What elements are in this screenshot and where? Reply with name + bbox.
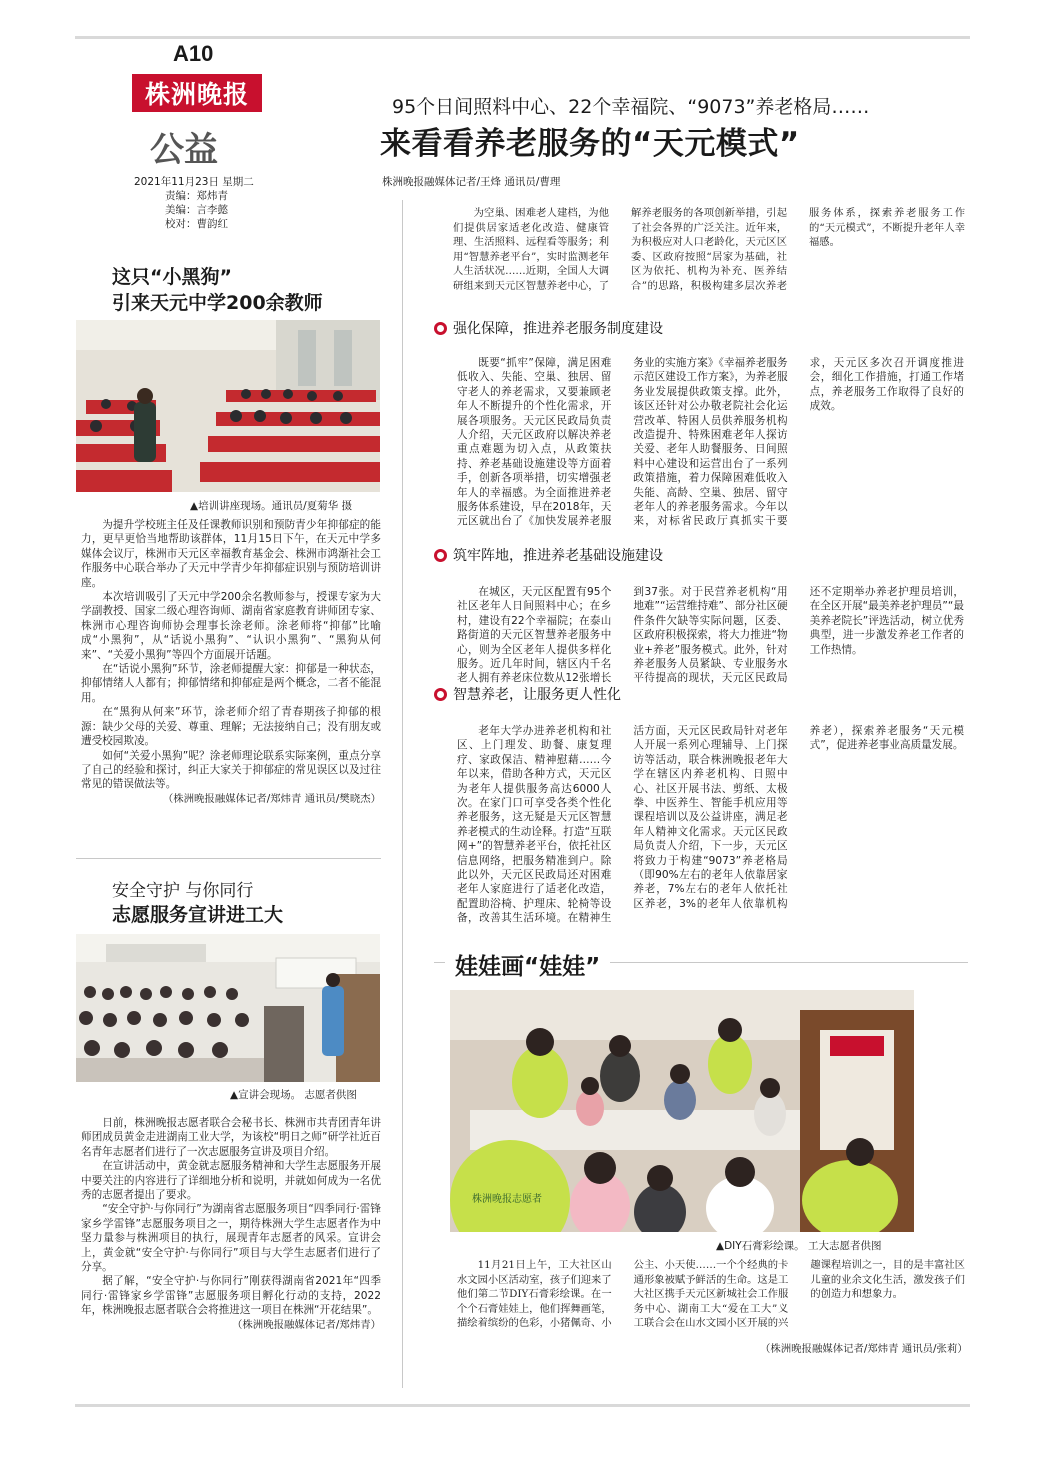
story1-credit: （株洲晚报融媒体记者/郑炜青 通讯员/樊晓杰） <box>162 792 381 805</box>
lead-byline: 株洲晚报融媒体记者/王烽 通讯员/曹理 <box>382 176 561 188</box>
story3-text: 11月21日上午，工大社区山水文园小区活动室，孩子们迎来了他们第二节DIY石膏彩绘课。在一个个石膏娃娃上，他们挥舞画笔，描绘着缤纷的色彩，小猪佩奇、小公主、小天使……一个个经典的卡通形象被赋予鲜活的生命。这是工大社区携手天元区新城社会工作服务中心、湖南工大“爱在工大”义工联合会在山水文园小区开展的兴趣课程培训之一，目的是丰富社区儿童的业余文化生活，激发孩子们的创造力和想象力。 <box>457 1259 965 1330</box>
top-rule <box>75 36 970 39</box>
lead-kicker: 95个日间照料中心、22个幸福院、“9073”养老格局…… <box>392 96 870 118</box>
story3-photo <box>450 990 914 1232</box>
lead-section-3-body <box>457 724 964 936</box>
painting-class-photo <box>450 990 914 1232</box>
lead-section-2-body <box>457 585 964 689</box>
bullet-circle-icon <box>434 688 447 701</box>
story1-headline-2: 引来天元中学200余教师 <box>112 292 323 314</box>
story1-paragraph: 为提升学校班主任及任课教师识别和预防青少年抑郁症的能力，更早更恰当地帮助该群体，11月15日下午，在天元中学多媒体会议厅，株洲市天元区幸福教育基金会、株洲市鸿渐社会工作服务中心联合举办了天元中学青少年抑郁症识别与预防培训讲座。 <box>81 519 381 589</box>
story1-paragraph: 在“黑狗从何来”环节，涂老师介绍了青春期孩子抑郁的根源：缺少父母的关爱、尊重、理解；无法接纳自己；没有朋友或遭受校园欺凌。 <box>81 706 381 748</box>
story1-headline-1: 这只“小黑狗” <box>112 266 232 288</box>
story2-caption: ▲宣讲会现场。 志愿者供图 <box>230 1089 357 1101</box>
story3-caption: ▲DIY石膏彩绘课。 工大志愿者供图 <box>716 1240 882 1252</box>
story2-paragraph: 据了解，“安全守护·与你同行”刚获得湖南省2021年“四季同行·雷锋家乡学雷锋”志愿服务项目孵化行动的支持，2022年，株洲晚报志愿者联合会将推进这一项目在株洲“开花结果”。 <box>81 1275 381 1317</box>
story3-headline: 娃娃画“娃娃” <box>445 948 610 981</box>
story2-paragraph: “安全守护·与你同行”为湖南省志愿服务项目“四季同行·雷锋家乡学雷锋”志愿服务项目之一，期待株洲大学生志愿者作为中坚力量参与株洲项目的执行，展现青年志愿者的风采。宣讲会上，黄金就“安全守护·与你同行”项目与大学生志愿者们进行了分享。 <box>81 1203 381 1274</box>
masthead-logo <box>132 74 262 112</box>
story2-photo <box>76 934 380 1082</box>
story1-paragraph: 在“话说小黑狗”环节，涂老师提醒大家：抑郁是一种状态，抑郁情绪人人都有；抑郁情绪和抑郁症是两个概念，二者不能混用。 <box>81 663 381 704</box>
staff-proofreader: 校对：曹韵红 <box>165 218 228 230</box>
story2-paragraph: 日前，株洲晚报志愿者联合会秘书长、株洲市共青团青年讲师团成员黄金走进湖南工业大学，为该校“明日之师”研学社近百名青年志愿者们进行了一次志愿服务宣讲及项目介绍。 <box>81 1117 381 1158</box>
staff-designer: 美编：言李懿 <box>165 204 228 216</box>
lead-section-2-title: 筑牢阵地，推进养老基础设施建设 <box>453 548 663 564</box>
story2-paragraph: 在宣讲活动中，黄金就志愿服务精神和大学生志愿服务开展中要关注的内容进行了详细地分析和说明，并就如何成为一名优秀的志愿者提出了要求。 <box>81 1160 381 1202</box>
lead-section-2-text: 在城区，天元区配置有95个社区老年人日间照料中心；在乡村，建设有22个幸福院；在泰山路街道的天元区智慧养老服务中心，则为全区老年人提供多样化服务。近几年时间，辖区内千名老人拥有养老床位数从12张增长到37张。对于民营养老机构“用地难”“运营维持难”、部分社区硬件条件欠缺等实际问题，区委、区政府积极探索，将大力推进“物业+养老”服务模式。此外，针对养老服务人员紧缺、专业服务水平待提高的现状，天元区民政局还不定期举办养老护理员培训，在全区开展“最美养老护理员”“最美养老院长”评选活动，树立优秀典型，进一步激发养老工作者的工作热情。 <box>457 586 964 685</box>
story1-caption: ▲培训讲座现场。通讯员/夏菊华 摄 <box>190 500 352 512</box>
vest-text: 株洲晚报志愿者 <box>472 1194 542 1205</box>
story1-body <box>81 518 381 806</box>
story2-credit: （株洲晚报融媒体记者/郑炜青） <box>232 1318 381 1331</box>
issue-date: 2021年11月23日 星期二 <box>134 176 254 188</box>
story3-body <box>457 1258 965 1336</box>
lecture-hall-photo <box>76 934 380 1082</box>
lead-section-1-text: 既要“抓牢”保障，满足困难低收入、失能、空巢、独居、留守老人的养老需求，又要兼顾老年人不断提升的个性化需求，开展各项服务。天元区民政局负责人介绍，天元区政府以解决养老重点难题为切入点，从政策扶持、养老基础设施建设等方面着手，创新各项举措，切实增强老年人的幸福感。为全面推进养老服务体系建设，早在2018年，天元区就出台了《加快发展养老服务业的实施方案》《幸福养老服务示范区建设工作方案》，为养老服务业发展提供政策支撑。此外，该区还针对公办敬老院社会化运营改革、特困人员供养服务机构改造提升、特殊困难老年人探访关爱、老年人助餐服务、日间照料中心建设和运营出台了一系列政策措施，着力保障困难低收入失能、高龄、空巢、独居、留守老年人的养老服务需求。今年以来，对标省民政厅真抓实干要求，天元区多次召开调度推进会，细化工作措施，打通工作堵点，养老服务工作取得了良好的成效。 <box>457 357 964 528</box>
lead-section-3-heading <box>434 684 621 704</box>
story2-body <box>81 1116 381 1332</box>
lead-section-1-title: 强化保障，推进养老服务制度建设 <box>453 321 663 337</box>
lead-headline: 来看看养老服务的“天元模式” <box>380 126 800 162</box>
column-divider <box>402 200 403 1388</box>
story3-credit: （株洲晚报融媒体记者/郑炜青 通讯员/张莉） <box>760 1343 968 1355</box>
story1-photo <box>76 320 380 492</box>
bullet-circle-icon <box>434 322 447 335</box>
lead-section-1-body <box>457 356 964 532</box>
masthead-text: 株洲晚报 <box>144 80 249 109</box>
page-number: A10 <box>173 41 214 66</box>
lead-intro-text: 为空巢、困难老人建档，为他们提供居家适老化改造、健康管理、生活照料、远程看等服务；利用“智慧养老平台”，实时监测老年人生活状况……近期，全国人大调研组来到天元区智慧养老中心，了解养老服务的各项创新举措，引起了社会各界的广泛关注。近年来，为积极应对人口老龄化，天元区区委、区政府按照“居家为基础，社区为依托、机构为补充、医养结合”的思路，积极构建多层次养老服务体系，探索养老服务工作的“天元模式”，不断提升老年人幸福感。 <box>453 207 965 292</box>
lead-section-3-title: 智慧养老，让服务更人性化 <box>453 687 621 703</box>
story1-paragraph: 如何“关爱小黑狗”呢？涂老师理论联系实际案例，重点分享了自己的经验和探讨，纠正大家关于抑郁症的常见误区以及过往常见的错误做法等。 <box>81 749 381 791</box>
lead-section-3-text: 老年大学办进养老机构和社区、上门理发、助餐、康复理疗、家政保洁、精神慰藉……今年以来，借助各种方式，天元区为老年人提供服务高达6000人次。在家门口可享受各类个性化养老服务，这无疑是天元区智慧养老模式的生动诠释。打造“互联网+”的智慧养老平台，依托社区信息网络，把服务精准到户。除此以外，天元区民政局还对困难老年人家庭进行了适老化改造，配置助浴椅、护理床、轮椅等设备，改善其生活环境。在精神生活方面，天元区民政局针对老年人开展一系列心理辅导、上门探访等活动，联合株洲晚报老年大学在辖区内养老机构、日照中心、社区开展书法、剪纸、太极拳、中医养生、智能手机应用等课程培训以及公益讲座，满足老年人精神文化需求。天元区民政局负责人介绍，下一步，天元区将致力于构建“9073”养老格局（即90%左右的老年人依靠居家养老，7%左右的老年人依托社区养老，3%的老年人依靠机构养老），探索养老服务“天元模式”，促进养老事业高质量发展。 <box>457 725 964 925</box>
staff-editor: 责编：郑炜青 <box>165 190 228 202</box>
section-name: 公益 <box>150 130 218 170</box>
lead-intro <box>453 206 965 304</box>
bullet-circle-icon <box>434 549 447 562</box>
lead-section-1-heading <box>434 318 663 338</box>
left-story-divider <box>76 858 381 859</box>
story2-headline-2: 志愿服务宣讲进工大 <box>112 904 284 926</box>
story2-headline-1: 安全守护 与你同行 <box>112 881 254 901</box>
lead-section-2-heading <box>434 545 663 565</box>
auditorium-photo <box>76 320 380 492</box>
story1-paragraph: 本次培训吸引了天元中学200余名教师参与，授课专家为大学副教授、国家二级心理咨询师、湖南省家庭教育讲师团专家、株洲市心理咨询师协会理事长涂老师。涂老师将“抑郁”比喻成“小黑狗”，从“话说小黑狗”、“认识小黑狗”、“黑狗从何来”、“关爱小黑狗”等四个方面展开话题。 <box>81 591 381 661</box>
bottom-rule <box>75 1404 970 1407</box>
